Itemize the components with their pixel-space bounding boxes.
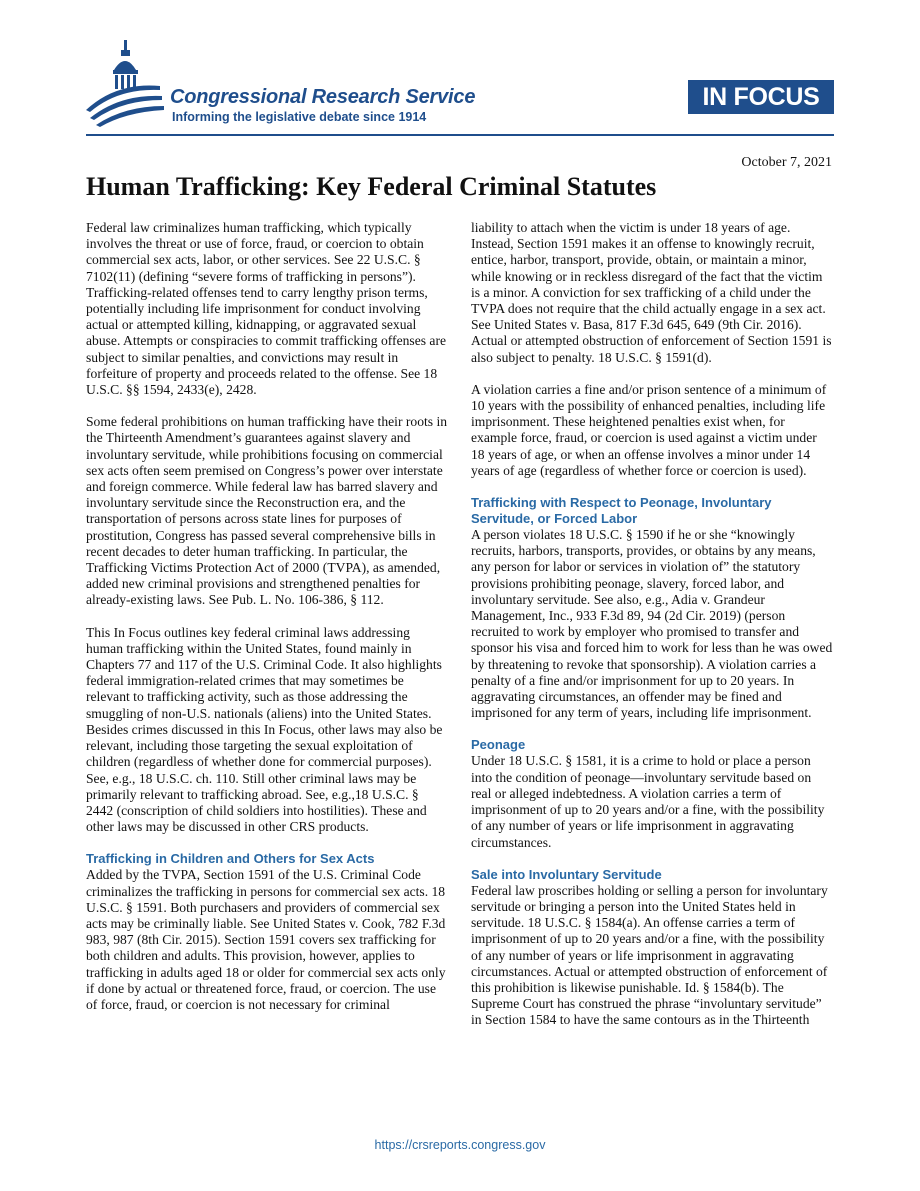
body-paragraph: A person violates 18 U.S.C. § 1590 if he or she “knowingly recruits, harbors, transports, provides, or obtains by any means, any person for labor or services in violation of” the statutory provisions prohibiting peonage, slavery, forced labor, and involuntary servitude. See also, e.g., Adia v. Grandeur Management, Inc., 933 F.3d 89, 94 (2d Cir. 2019) (person recruited to work by employer who promised to transfer and sponsor his visa and forced him to work for less than he was owed by threatening to revoke that sponsorship). A violation carries a penalty of a fine and/or imprisonment for up to 20 years. In aggravating circumstances, an offender may be fined and imprisoned for any term of years, including life imprisonment. (471, 527, 833, 721)
report-header (0, 0, 920, 140)
left-column (86, 220, 448, 1029)
body-paragraph: A violation carries a fine and/or prison sentence of a minimum of 10 years with the possibility of enhanced penalties, including life imprisonment. These heightened penalties exist when, for example force, fraud, or coercion is used against a victim under 18 years of age, or when an offense involves a minor under 14 years of age (regardless of whether force or coercion is used). (471, 381, 827, 478)
right-column (471, 220, 833, 1045)
section-heading: Peonage (471, 737, 526, 753)
section-heading: Trafficking in Children and Others for Sex Acts (86, 851, 375, 867)
in-focus-badge: IN FOCUS (688, 80, 834, 114)
organization-tagline: Informing the legislative debate since 1914 (172, 110, 427, 124)
body-paragraph: Federal law proscribes holding or selling a person for involuntary servitude or bringing a person into the United States held in servitude. 18 U.S.C. § 1584(a). An offense carries a term of imprisonment of up to 20 years and/or a fine, with the possibility of any number of years or life imprisonment in aggravating circumstances. Actual or attempted obstruction of enforcement of this prohibition is likewise punishable. Id. § 1584(b). The Supreme Court has construed the phrase “involuntary servitude” in Section 1584 to have the same contours as in the Thirteenth (471, 882, 828, 1028)
body-paragraph: Added by the TVPA, Section 1591 of the U.S. Criminal Code criminalizes the trafficking in persons for commercial sex acts. 18 U.S.C. § 1591. Both purchasers and providers of commercial sex acts may be criminally liable. See United States v. Cook, 782 F.3d 983, 987 (8th Cir. 2015). Section 1591 covers sex trafficking for both children and adults. This provision, however, applies to trafficking in adults aged 18 or older for commercial sex acts only if done by actual or threatened force, fraud, or coercion. The use of force, fraud, or coercion is not necessary for criminal (86, 867, 446, 1012)
body-paragraph: This In Focus outlines key federal criminal laws addressing human trafficking within the United States, found mainly in Chapters 77 and 117 of the U.S. Criminal Code. It also highlights federal immigration-related crimes that may sometimes be relevant to trafficking activity, such as those addressing the smuggling of non-U.S. nationals (aliens) into the United States. Besides crimes discussed in this In Focus, other laws may also be relevant, including those targeting the sexual exploitation of children (regardless of whether done for commercial purposes). See, e.g., 18 U.S.C. ch. 110. Still other criminal laws may be primarily relevant to trafficking abroad. See, e.g.,18 U.S.C. § 2442 (conscription of child soldiers into hostilities). These and other laws may be discussed in other CRS products. (86, 624, 443, 835)
publication-date: October 7, 2021 (741, 155, 832, 170)
organization-name: Congressional Research Service (170, 86, 476, 108)
section-heading: Trafficking with Respect to Peonage, Involuntary Servitude, or Forced Labor (471, 495, 772, 527)
body-paragraph: Under 18 U.S.C. § 1581, it is a crime to hold or place a person into the condition of peonage—involuntary servitude based on real or alleged indebtedness. A violation carries a term of imprisonment of up to 20 years and/or a fine, with the possibility of any number of years or life imprisonment in aggravating circumstances. (471, 753, 825, 850)
header-divider (86, 134, 834, 136)
section-heading: Sale into Involuntary Servitude (471, 866, 662, 882)
body-paragraph: Federal law criminalizes human trafficking, which typically involves the threat or use of force, fraud, or coercion to obtain commercial sex acts, labor, or other services. See 22 U.S.C. § 7102(11) (defining “severe forms of trafficking in persons”). Trafficking-related offenses tend to carry lengthy prison terms, potentially including life imprisonment for conduct involving actual or attempted killing, kidnapping, or aggravated sexual abuse. Attempts or conspiracies to commit trafficking offenses are subject to similar penalties, and convictions may result in forfeiture of property and proceeds related to the offense. See 18 U.S.C. §§ 1594, 2433(e), 2428. (86, 220, 447, 398)
body-paragraph: liability to attach when the victim is under 18 years of age. Instead, Section 1591 makes it an offense to knowingly recruit, entice, harbor, transport, provide, obtain, or maintain a minor, while knowing or in reckless disregard of the fact that the victim is a minor. A conviction for sex trafficking of a child under the TVPA does not require that the child actually engage in a sex act. See United States v. Basa, 817 F.3d 645, 649 (9th Cir. 2016). Actual or attempted obstruction of enforcement of Section 1591 is also subject to penalty. 18 U.S.C. § 1591(d). (471, 220, 832, 365)
footer-url[interactable]: https://crsreports.congress.gov (374, 1138, 546, 1152)
page-title: Human Trafficking: Key Federal Criminal Statutes (86, 172, 657, 201)
body-paragraph: Some federal prohibitions on human trafficking have their roots in the Thirteenth Amendment’s guarantees against slavery and involuntary servitude, while prohibitions focusing on commercial sex acts often seem premised on Congress’s power over interstate and foreign commerce. While federal law has barred slavery and involuntary servitude since the Reconstruction era, and the transportation of persons across state lines for purposes of prostitution, Congress has passed several comprehensive bills in recent decades to deter human trafficking. In particular, the Trafficking Victims Protection Act of 2000 (TVPA), as amended, added new criminal provisions and strengthened penalties for already-existing laws. See Pub. L. No. 106-386, § 112. (86, 414, 448, 608)
capitol-dome-icon (86, 40, 166, 130)
